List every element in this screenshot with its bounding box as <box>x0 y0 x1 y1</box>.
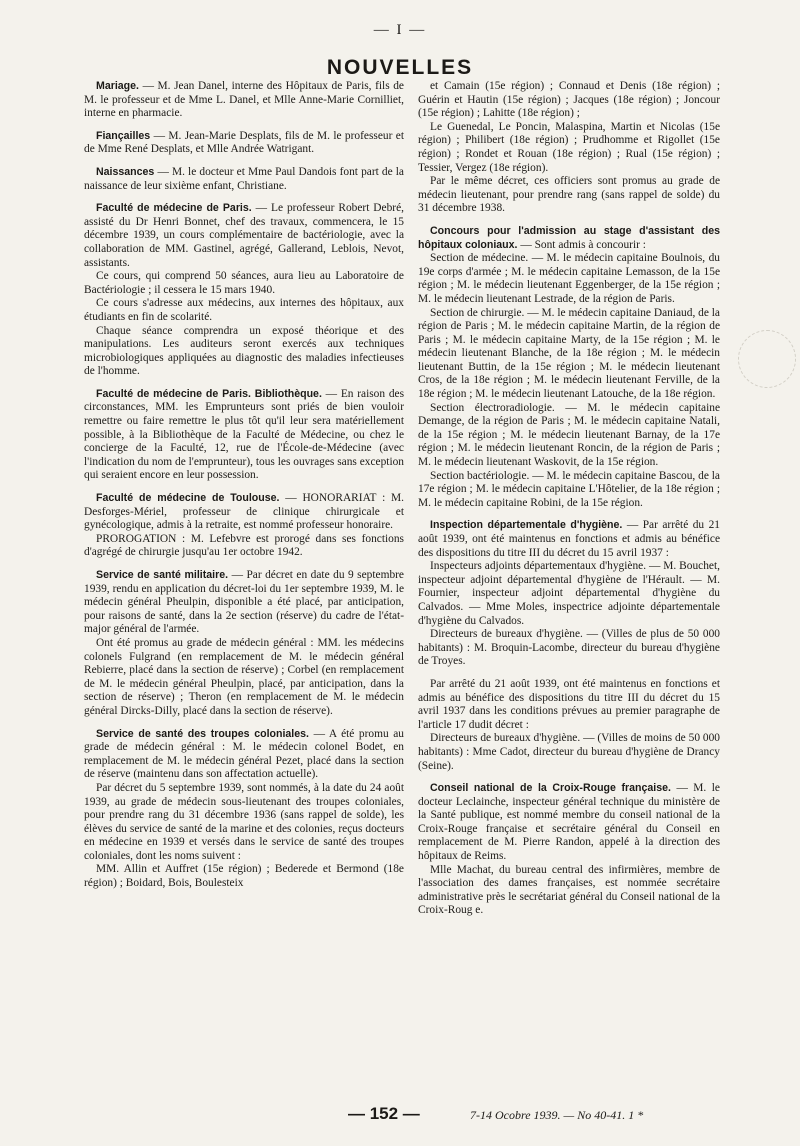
article-paragraph <box>418 470 720 511</box>
article-paragraph <box>84 325 404 379</box>
article-text: Inspecteurs adjoints départementaux d'hygiène. — M. Bouchet, inspecteur adjoint départemental d'hygiène de l'Hérault. — M. Fournier, inspecteur adjoint départemental d'hygiène du Calvados. — Mme Moles, inspectrice adjointe départementale d'hygiène du Calvados. <box>418 560 720 627</box>
article-text: Section bactériologie. — M. le médecin capitaine Bascou, de la 17e région ; M. le médecin capitaine L'Hôtelier, de la 18e région ; M. le médecin capitaine Robini, de la 15e région. <box>418 469 720 509</box>
article-paragraph <box>418 732 720 773</box>
article-paragraph <box>84 533 404 560</box>
article-heading: Faculté de médecine de Paris. Bibliothèque. <box>96 387 322 400</box>
article-heading: Fiançailles <box>96 129 151 142</box>
article-paragraph <box>84 130 404 157</box>
news-article <box>418 678 720 773</box>
article-paragraph <box>418 252 720 306</box>
article-heading: Faculté de médecine de Toulouse. <box>96 492 280 505</box>
article-text: — M. Jean-Marie Desplats, fils de M. le professeur et de Mme René Desplats, et Mlle Andrée Watrigant. <box>84 129 404 156</box>
article-paragraph <box>418 678 720 732</box>
article-paragraph <box>84 637 404 719</box>
article-text: Par le même décret, ces officiers sont promus au grade de médecin lieutenant, pour prendre rang (sans rappel de solde) du 31 décembre 1938. <box>418 175 720 215</box>
article-text: — Le professeur Robert Debré, assisté du Dr Henri Bonnet, chef des travaux, commencera, le 15 décembre 1939, un cours complémentaire de bactériologie, avec la collaboration de MM. Gastinel, agrégé, Gallerand, Leblois, Nevot, assistants. <box>84 202 404 269</box>
article-text: Le Guenedal, Le Poncin, Malaspina, Martin et Nicolas (15e région) ; Philibert (18e région) ; Prudhomme et Rigollet (15e région) ; Rondet et Rouan (18e région) ; Rual (15e région) ; Tessier, Vergez (18e région). <box>418 120 720 174</box>
article-text: Mlle Machat, du bureau central des infirmières, membre de l'association des dames françaises, est nommée secrétaire administrative près le secrétariat général du Conseil national de la Croix-Roug e. <box>418 863 720 917</box>
article-paragraph <box>418 225 720 252</box>
article-paragraph <box>418 307 720 402</box>
article-text: Ce cours s'adresse aux médecins, aux internes des hôpitaux, aux étudiants en fin de scolarité. <box>84 297 404 323</box>
article-text: Ce cours, qui comprend 50 séances, aura lieu au Laboratoire de Bactériologie ; il cessera le 15 mars 1940. <box>84 270 404 296</box>
news-article <box>84 130 404 157</box>
library-stamp <box>738 330 796 388</box>
article-paragraph <box>84 863 404 890</box>
article-heading: Service de santé militaire. <box>96 569 229 581</box>
article-text: — Sont admis à concourir : <box>520 238 646 251</box>
article-text: — En raison des circonstances, MM. les Emprunteurs sont priés de bien vouloir remettre ou faire remettre le plus tôt qu'il leur sera matériellement possible, à la Bibliothèque de la Faculté de Médecine, ou chez le concierge de la Faculté, 12, rue de l'École-de-Médecine (avec l'indication du nom de l'emprunteur), tous les ouvrages sans exception qui seraient encore en leur possession. <box>84 387 405 482</box>
news-article <box>84 569 404 719</box>
news-article <box>84 388 404 483</box>
article-paragraph <box>84 728 404 782</box>
article-paragraph <box>84 297 404 324</box>
article-text: Section électroradiologie. — M. le médecin capitaine Demange, de la région de Paris ; M. le médecin capitaine Natali, de la 15e région ; M. le médecin lieutenant Barnay, de la 17e région ; M. le médecin lieutenant Roncin, de la région de Paris ; M. le médecin lieutenant Waskovit, de la 15e région. <box>418 401 720 469</box>
news-article <box>418 782 720 918</box>
page-roman-numeral: — I — <box>373 22 427 38</box>
article-paragraph <box>418 628 720 669</box>
left-column <box>84 80 404 900</box>
article-text: et Camain (15e région) ; Connaud et Denis (18e région) ; Guérin et Hautin (15e région) ; Jacques (18e région) ; Joncour (15e région) ; Lahitte (18e région) ; <box>418 80 720 120</box>
article-heading: Concours pour l'admission au stage d'assistant des hôpitaux coloniaux. <box>418 224 720 251</box>
article-text: — M. Jean Danel, interne des Hôpitaux de Paris, fils de M. le professeur et de Mme L. Danel, et Mlle Anne-Marie Cornilliet, interne en pharmacie. <box>84 80 404 120</box>
news-article <box>84 728 404 891</box>
article-text: — Par arrêté du 21 août 1939, ont été maintenus en fonctions et admis au bénéfice des dispositions du titre III du décret du 15 avril 1937 : <box>418 519 720 559</box>
article-paragraph <box>418 519 720 560</box>
article-text: — M. le docteur et Mme Paul Dandois font part de la naissance de leur sixième enfant, Christiane. <box>84 165 404 192</box>
article-paragraph <box>418 864 720 918</box>
article-paragraph <box>418 80 720 121</box>
article-text: MM. Allin et Auffret (15e région) ; Bederede et Bermond (18e région) ; Boidard, Bois, Boulesteix <box>84 863 404 890</box>
article-text: — HONORARIAT : M. Desforges-Mériel, professeur de clinique chirurgicale et gynécologique, admis à la retraite, est nommé professeur honoraire. <box>84 492 404 532</box>
article-text: Section de médecine. — M. le médecin capitaine Boulnois, du 19e corps d'armée ; M. le médecin capitaine Lemasson, de la 15e région ; M. le médecin lieutenant Eggenberger, de la 15e région ; M. le médecin lieutenant Lestrade, de la région de Paris. <box>418 252 720 305</box>
news-article <box>84 492 404 560</box>
article-paragraph <box>84 270 404 297</box>
article-text: Directeurs de bureaux d'hygiène. — (Villes de plus de 50 000 habitants) : M. Broquin-Lacombe, directeur du bureau d'hygiène de Troyes. <box>418 628 720 668</box>
right-column <box>418 80 720 927</box>
article-heading: Mariage. <box>96 80 139 92</box>
article-paragraph <box>418 560 720 628</box>
article-text: — M. le docteur Leclainche, inspecteur général technique du ministère de la Santé publique, est nommé membre du conseil national de la Croix-Rouge française et secrétaire général du Conseil en remplacement de M. Pierre Randon, appelé à la direction des hôpitaux de Reims. <box>418 782 720 863</box>
article-paragraph <box>84 166 404 193</box>
article-paragraph <box>84 202 404 270</box>
article-paragraph <box>418 782 720 864</box>
article-paragraph <box>84 782 404 864</box>
page-number: — 152 — <box>348 1104 420 1123</box>
article-text: Chaque séance comprendra un exposé théorique et des manipulations. Les auditeurs seront exercés aux techniques microbiologiques appliquées au diagnostic des maladies infectieuses de l'homme. <box>84 324 404 378</box>
article-text: Par décret du 5 septembre 1939, sont nommés, à la date du 24 août 1939, au grade de médecin sous-lieutenant des troupes coloniales, pour prendre rang du 31 décembre 1936 (sans rappel de solde), les élèves du service de santé de la marine et des colonies, reçus docteurs en médecine en 1939 et versés dans le service de santé des troupes coloniales, dont les noms suivent : <box>84 781 404 862</box>
article-text: Section de chirurgie. — M. le médecin capitaine Daniaud, de la région de Paris ; M. le médecin capitaine Martin, de la région de Paris ; M. le médecin capitaine Marty, de la 15e région ; M. le médecin lieutenant Blanche, de la 18e région ; M. le médecin lieutenant Buttin, de la 15e région ; M. le médecin lieutenant Cros, de la 18e région ; M. le médecin lieutenant Ferville, de la 18e région ; M. le médecin lieutenant Latouche, de la 18e région. <box>418 306 720 401</box>
article-text: Ont été promus au grade de médecin général : MM. les médecins colonels Fulgrand (en remplacement de M. le médecin général Rebierre, placé dans la section de réserve) ; Corbel (en remplacement de M. le médecin général Pheulpin, placé, par anticipation, dans la section de réserve) ; Theron (en remplacement de M. le médecin général Dircks-Dilly, placé dans la section de réserve). <box>84 636 404 717</box>
issue-date: 7-14 Ocobre 1939. — No 40-41. 1 * <box>470 1108 644 1122</box>
article-text: — A été promu au grade de médecin général : M. le médecin colonel Bodet, en remplacement de M. le médecin général Pezet, placé dans la section de réserve (maintenu dans son affectation actuelle). <box>84 727 405 781</box>
article-heading: Service de santé des troupes coloniales. <box>96 727 309 740</box>
article-heading: Conseil national de la Croix-Rouge française. <box>430 782 671 795</box>
news-article <box>418 225 720 510</box>
article-text: PROROGATION : M. Lefebvre est prorogé dans ses fonctions d'agrégé de chirurgie jusqu'au 1er octobre 1942. <box>84 532 404 559</box>
article-paragraph <box>84 80 404 121</box>
article-text: Par arrêté du 21 août 1939, ont été maintenus en fonctions et admis au bénéfice des dispositions du titre III du décret du 15 avril 1937 dans les conditions prévues au premier paragraphe de l'article 17 dudit décret : <box>418 677 720 731</box>
news-article <box>84 166 404 193</box>
news-article <box>418 80 720 216</box>
news-article <box>418 519 720 669</box>
news-article <box>84 202 404 379</box>
section-title: NOUVELLES <box>326 56 474 79</box>
article-paragraph <box>84 492 404 533</box>
article-text: Directeurs de bureaux d'hygiène. — (Villes de moins de 50 000 habitants) : Mme Cadot, directeur du bureau d'hygiène de Drancy (Seine). <box>418 732 720 772</box>
article-paragraph <box>418 402 720 470</box>
article-paragraph <box>418 121 720 175</box>
article-paragraph <box>84 388 404 483</box>
article-heading: Faculté de médecine de Paris. <box>96 202 252 215</box>
article-heading: Inspection départementale d'hygiène. <box>430 519 623 532</box>
article-paragraph <box>84 569 404 637</box>
article-heading: Naissances <box>96 165 155 178</box>
article-text: — Par décret en date du 9 septembre 1939, rendu en application du décret-loi du 1er septembre 1939, M. le médecin général Pheulpin, disponible a été placé, par anticipation, pour raisons de santé, dans la 2e section (réserve) du cadre de l'état-major général de l'armée. <box>84 569 404 636</box>
news-article <box>84 80 404 121</box>
article-paragraph <box>418 175 720 216</box>
